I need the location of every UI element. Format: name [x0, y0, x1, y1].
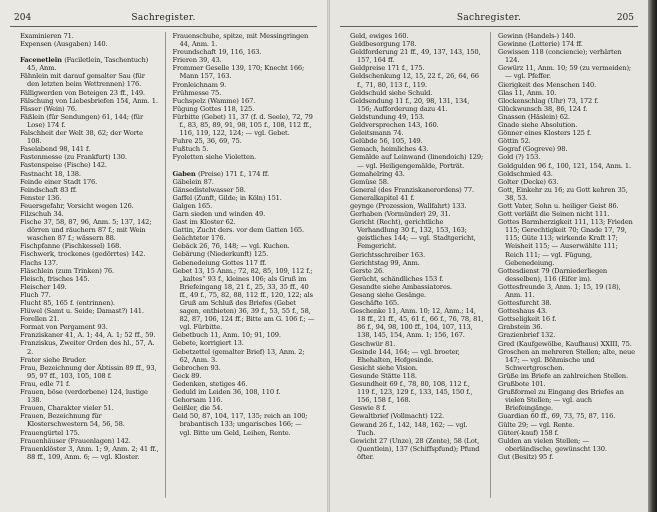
- index-entry: Gemälde auf Leinwand (linendoich) 129; — vgl. Heiligengemälde, Porträt.: [350, 153, 484, 170]
- index-entry: Gebrochen 93.: [172, 363, 221, 372]
- index-entry: General (des Franziskanerordens) 77.: [350, 185, 474, 194]
- index-entry: Gebetbuch 11, Anm. 10; 91, 109.: [172, 331, 281, 340]
- index-entry: Gelübde 56, 105, 149.: [350, 137, 423, 146]
- text-block: [0, 27, 327, 498]
- index-entry: Frieren 39, 43.: [172, 56, 222, 65]
- index-entry: Gulden an vielen Stellen; — oberländische, gewünscht 130.: [498, 436, 607, 453]
- index-entry: Göttin 52.: [498, 137, 531, 146]
- index-entry: Fälschung von Liebesbriefen 154, Anm. 1.: [20, 96, 158, 105]
- index-entry: Gönner eines Klosters 125 f.: [498, 129, 592, 138]
- index-entry: Gott Vater, Sohn u. heiliger Geist 86.: [498, 201, 619, 210]
- index-entry: Fleisch, frisches 145.: [20, 274, 90, 283]
- index-entry: Fläschlein (zum Trinken) 76.: [20, 266, 115, 275]
- index-entry: Fastenspeise (Fische) 142.: [20, 161, 107, 170]
- index-entry: Gewürz 11, Anm. 10; 59 (zu vermeiden); — vgl. Pfeffer.: [498, 64, 632, 81]
- index-entry: Feinde einer Stadt 176.: [20, 177, 98, 186]
- index-entry: Geld 50, 87, 104, 117, 135; reich an 100; brabantisch 133; ungarisches 166; — vgl. Bitte um Geld, Leihen, Rente.: [172, 412, 308, 437]
- page-header: [10, 0, 317, 27]
- page-number: 205: [616, 13, 634, 23]
- page-204: [0, 0, 328, 512]
- index-entry: Gewinn (Handels-) 140.: [498, 32, 576, 40]
- index-column-3: [344, 32, 491, 498]
- index-entry: Gerhaben (Vormünder) 29, 31.: [350, 210, 451, 219]
- entry-lead-word: Facenetlein: [20, 56, 65, 65]
- index-entry: Goldschmied 43.: [498, 169, 553, 178]
- index-entry: Frauengürtel 175.: [20, 428, 80, 437]
- index-entry: Fälligwerden von Beteigen 23 ff., 149.: [20, 88, 145, 97]
- index-entry: Gerichtstag 99, Anm.: [350, 258, 420, 267]
- index-entry: Gericht (Recht), gerichtliche Verhandlung 30 f., 132, 153, 163; geistliches 144; — vgl. Stadtgericht, Femgericht.: [350, 218, 476, 251]
- index-entry: Geldforderung 21 ff., 49, 137, 143, 150, 157, 164 ff.: [350, 48, 481, 65]
- index-entry: Expensen (Ausgaben) 140.: [20, 40, 108, 49]
- index-entry: Frater siehe Bruder.: [20, 355, 87, 364]
- index-entry: Gottseligkeit 16 f.: [498, 315, 557, 324]
- index-entry: Fleischer 149.: [20, 282, 67, 291]
- index-entry: Gast im Kloster 62.: [172, 218, 236, 227]
- page-header: [340, 0, 638, 27]
- index-entry: Generalkapitel 41 f.: [350, 193, 415, 202]
- index-entry: Facenetlein (Faciletlein, Taschentuch) 45, Anm.: [20, 56, 149, 73]
- index-entry: Gottesdienst 79 (Darniederliegen desselben), 116 (Eifer im).: [498, 266, 608, 283]
- index-entry: Geldpreise 171 f., 175.: [350, 64, 425, 73]
- index-entry: Gewinne (Lotterie) 174 ff.: [498, 40, 583, 49]
- index-entry: Fässer (Wein) 76.: [20, 104, 77, 113]
- index-entry: Faselabend 98, 141 f.: [20, 145, 91, 154]
- index-entry: Frauen, Bezeichnung für Klosterschwestern 54, 56, 58.: [20, 412, 125, 429]
- index-entry: Falschheit der Welt 38, 62; der Worte 108.: [20, 129, 143, 146]
- index-entry: Gograf (Gogreve) 98.: [498, 145, 568, 154]
- index-entry: Geißler, die 54.: [172, 404, 223, 413]
- index-entry: Gaben (Preise) 171 f., 174 ff.: [172, 169, 269, 178]
- index-entry: Gott verläßt die Seinen nicht 111.: [498, 210, 610, 219]
- index-entry: Fronleichnam 9.: [172, 80, 227, 89]
- index-entry: Franziskus, Zweiter Orden des hl., 57, A. 2.: [20, 339, 155, 356]
- index-entry: Forellen 21.: [20, 315, 60, 324]
- index-entry: Gemahelring 43.: [350, 169, 405, 178]
- index-entry: Geleitsmann 74.: [350, 129, 404, 138]
- index-entry: Gottesfurcht 38.: [498, 299, 552, 308]
- index-entry: Gesundheit 69 f., 78, 80, 108, 112 f., 119 f., 123, 129 f., 133, 145, 150 f., 156, 158 f., 168.: [350, 380, 473, 405]
- index-entry: Gottesfreunde 3, Anm. 1; 15, 19 (18), Anm. 11.: [498, 282, 621, 299]
- index-entry: Goldgulden 96 f., 100, 121, 154, Anm. 1.: [498, 161, 631, 170]
- index-entry: Gehorsam 116.: [172, 396, 223, 405]
- index-entry: Gebete, korrigiert 13.: [172, 339, 244, 348]
- index-entry: Geswie 8 f.: [350, 404, 387, 413]
- index-entry: Geck 89.: [172, 371, 202, 380]
- index-entry: Fastenmesse (zu Frankfurt) 130.: [20, 153, 127, 162]
- index-entry: Gebärung (Niederkunft) 125.: [172, 250, 269, 259]
- index-entry: Guardian 60 ff., 69, 73, 75, 87, 116.: [498, 412, 616, 421]
- index-entry: Gerichtsschreiber 163.: [350, 250, 425, 259]
- index-entry: Grußbote 101.: [498, 380, 546, 389]
- index-column-1: [14, 32, 166, 498]
- index-entry: Frauenschuhe, spitze, mit Messingringen 44, Anm. 1.: [172, 32, 309, 49]
- index-entry: Geduld im Leiden 36, 108, 110 f.: [172, 388, 281, 397]
- index-entry: Frühmesse 75.: [172, 88, 222, 97]
- index-entry: Feindschaft 83 ff.: [20, 185, 77, 194]
- index-entry: Flüwel (Samt u. Seide; Damast?) 141.: [20, 307, 144, 316]
- index-entry: Fenster 136.: [20, 193, 62, 202]
- index-entry: Flachs 137.: [20, 258, 58, 267]
- index-entry: Fäßlein (für Sendungen) 61, 144; (für Lose) 174 f.: [20, 112, 143, 129]
- index-entry: Fastnacht 18, 138.: [20, 169, 81, 178]
- index-entry: Güter(-kauf) 158 f.: [498, 428, 559, 437]
- index-entry: Fürbitte (Gebet) 11, 37 (f. d. Seele), 72, 79 f., 83, 85, 89, 91, 98, 105 f., 108, 112 ff., 116, 119, 122, 124; — vgl. Gebet.: [172, 112, 313, 138]
- index-entry: Frau, edle 71 f.: [20, 379, 71, 388]
- index-entry: Frau, Bezeichnung der Äbtissin 89 ff., 93, 95, 97 ff., 103, 105, 108 f.: [20, 363, 157, 380]
- index-entry: Gebenedeiung Gottes 117 ff.: [172, 258, 267, 267]
- index-entry: Garn sieden und winden 49.: [172, 209, 266, 218]
- index-entry: Fuhre 25, 36, 69, 75.: [172, 137, 242, 146]
- index-entry: Fußtuch 5.: [172, 145, 209, 154]
- index-entry: Galgen 165.: [172, 201, 213, 210]
- index-entry: Gnassen (Häslein) 62.: [498, 112, 570, 121]
- index-entry: Grazienbrief 132.: [498, 331, 556, 340]
- index-entry: Flucht 85, 165 f. (entrinnen).: [20, 299, 115, 307]
- scan-right-edge: [648, 0, 657, 512]
- index-entry: Gemüse 58.: [350, 177, 389, 186]
- index-entry: Geldsendung 11 f., 20, 98, 131, 134, 156; Aufforderung dazu 41.: [350, 96, 470, 113]
- index-entry: Gäbelein 87.: [172, 177, 214, 186]
- index-entry: Gemach, heimliches 43.: [350, 145, 429, 154]
- index-entry: Fischpfanne (Fischkessel) 168.: [20, 242, 122, 251]
- index-entry: Geächteter 176.: [172, 234, 226, 243]
- index-entry: Geldschenkung 12, 15, 22 f., 26, 64, 66 f., 71, 80, 113 f., 119.: [350, 72, 479, 89]
- index-entry: Fische 37, 58, 87, 96, Anm. 5; 137, 142; dörren und räuchern 87 f.; mit Wein waschen 87 f.; wässern 88.: [20, 218, 152, 243]
- index-entry: Gewissen 118 (conciencie); verhärten 124.: [498, 48, 622, 65]
- index-entry: geynge (Prozession, Wallfahrt) 133.: [350, 201, 467, 210]
- index-entry: Gut (Besitz) 95 f.: [498, 452, 554, 461]
- running-title: Sachregister.: [131, 13, 196, 23]
- index-entry: Geschenke 11, Anm. 10; 12, Anm.; 14, 18 ff., 21 ff., 45, 61 f., 66 f., 76, 78, 81, 86 f., 94, 98, 100 ff., 104, 107, 113, 138, 145, 154, Anm. 1; 156, 167.: [350, 307, 484, 340]
- index-entry: Gold (?) 153.: [498, 153, 541, 162]
- index-entry: Geld, ewiges 160.: [350, 32, 409, 40]
- index-entry: Geschwür 81.: [350, 339, 396, 348]
- index-entry: Gebetzettel (gemalter Brief) 13, Anm. 2; 62, Anm. 3.: [172, 347, 305, 364]
- index-entry: Gesinde 144, 164; — vgl. broeter, Ehehalten, Hofgesinde.: [350, 347, 460, 364]
- index-entry: Freundschaft 19, 116, 163.: [172, 48, 262, 57]
- entry-lead-word: Gaben: [172, 169, 198, 178]
- index-entry: Grüße im Briefe an zahlreichen Stellen.: [498, 371, 628, 380]
- index-entry: Gott, Einkehr zu 16; zu Gott kehren 35, 38, 53.: [498, 185, 628, 202]
- page-number: 204: [14, 13, 32, 23]
- running-title: Sachregister.: [456, 13, 522, 23]
- index-entry: Examinieren 71.: [20, 32, 74, 40]
- index-entry: Gesunde Stätte 118.: [350, 371, 417, 380]
- index-entry: Glückwunsch 38, 86, 124 f.: [498, 104, 588, 113]
- page-205: [329, 0, 648, 512]
- index-entry: Geldstundung 49, 153.: [350, 112, 425, 121]
- index-column-4: [491, 32, 638, 498]
- index-entry: Fuchspelz (Wamme) 167.: [172, 96, 256, 105]
- index-entry: Geschäfte 165.: [350, 299, 400, 308]
- index-entry: Gewicht 27 (Unze), 28 (Zente), 58 (Lot, Quentlein), 137 (Schiffspfund); Pfund öfter.: [350, 436, 480, 461]
- index-entry: Gerste 26.: [350, 266, 385, 275]
- index-entry: Gottes Barmherzigkeit 111, 113; Frieden 115; Gerechtigkeit 70; Gnade 17, 79, 115; Güte 113; wirkende Kraft 17; Weisheit 115; — Auserwählte 111; Reich 111; — vgl. Fügung, Gebenedeiung.: [498, 218, 633, 267]
- index-entry: Gesandte siehe Ambassiatores.: [350, 282, 452, 291]
- index-entry: Geldschuld siehe Schuld.: [350, 88, 433, 97]
- index-entry: Glockenschlag (Uhr) 73, 172 f.: [498, 96, 599, 105]
- index-entry: Gnade siehe Absolution.: [498, 121, 578, 130]
- index-entry: Gedenken, stetiges 46.: [172, 379, 248, 388]
- index-entry: Groschen an mehreren Stellen; alte, neue 147; — vgl. Böhmische und Schwertgroschen.: [498, 347, 635, 372]
- index-entry: Gülte 29; — vgl. Rente.: [498, 420, 575, 429]
- index-entry: Fluch 77.: [20, 290, 51, 299]
- index-entry: Gebäck 26, 76, 148; — vgl. Kuchen.: [172, 242, 290, 251]
- index-entry: Gerücht, schändliches 153 f.: [350, 274, 444, 283]
- index-entry: Frauenklöster 3, Anm. 1; 9, Anm. 2; 41 ff., 88 ff., 109, Anm. 6; — vgl. Kloster.: [20, 444, 159, 461]
- index-entry: Grabstein 36.: [498, 323, 543, 332]
- index-entry: Fügung Gottes 118, 125.: [172, 104, 255, 113]
- index-entry: Geldbesorgung 178.: [350, 40, 417, 49]
- index-entry: Golter (Decke) 63.: [498, 177, 559, 186]
- index-entry: Format von Pergament 93.: [20, 323, 108, 332]
- index-entry: Gewaltbrief (Vollmacht) 122.: [350, 412, 445, 421]
- index-entry: Fischwerk, trockenes (gedörrtes) 142.: [20, 250, 146, 259]
- index-entry: Gaffel (Zunft, Gilde; in Köln) 151.: [172, 193, 282, 202]
- index-entry: Gewand 26 f., 142, 148, 162; — vgl. Tuch.: [350, 420, 468, 437]
- index-entry: Grußformel zu Eingang des Briefes an vielen Stellen; — vgl. auch Briefeingänge.: [498, 388, 624, 413]
- index-entry: Frauen, böse (verdorbene) 124, lustige 138.: [20, 388, 148, 405]
- index-entry: Geldversprechen 143, 160.: [350, 121, 439, 130]
- index-entry: Glas 11, Anm. 10.: [498, 88, 557, 97]
- index-entry: Frauenhäuser (Frauenlagen) 142.: [20, 436, 131, 445]
- index-entry: Gesang siehe Gesänge.: [350, 291, 426, 299]
- index-entry: Frommer Geselle 139, 170; Knecht 166; Mann 157, 163.: [172, 64, 305, 81]
- index-entry: Gesicht siehe Vision.: [350, 363, 418, 372]
- index-entry: Feuersgefahr, Vorsicht wegen 126.: [20, 201, 134, 210]
- index-entry: Gebet 13, 15 Anm.; 72, 82, 85, 109, 112 f.; „kaltes“ 93 f., kleines 106; als Gruß im Briefeingang 18, 21 f., 25, 33, 35 ff., 40 ff., 49 f., 75, 82, 88, 112 ff., 120, 122; als Gruß am Schluß des Briefes (Gebet sagen, entbieten) 36, 39 f., 53, 55 f., 58, 82, 87, 106, 124 ff.; Bitte am G. 106 f.; — vgl. Fürbitte.: [172, 266, 315, 332]
- index-entry: Gänsedistelwasser 58.: [172, 185, 246, 194]
- index-entry: Fyoletten siehe Violetten.: [172, 153, 256, 162]
- index-entry: Gred (Kaufgewölbe, Kaufhaus) XXIII, 75.: [498, 339, 632, 348]
- index-entry: Filzschuh 34.: [20, 209, 64, 218]
- index-entry: Franziskaner 41, A. 1; 44, A. 1; 52 ff., 59.: [20, 331, 156, 340]
- index-entry: Frauen, Charakter vieler 51.: [20, 404, 114, 413]
- index-entry: Fähnlein mit darauf gemalter Sau (für den letzten beim Wettrennen) 176.: [20, 72, 145, 89]
- index-entry: Gierigkeit des Menschen 140.: [498, 80, 597, 89]
- index-entry: Gattin, Zucht ders. vor dem Gatten 165.: [172, 226, 305, 235]
- index-column-2: [166, 32, 318, 498]
- index-entry: Gotteshaus 43.: [498, 307, 548, 316]
- text-block: [330, 27, 648, 498]
